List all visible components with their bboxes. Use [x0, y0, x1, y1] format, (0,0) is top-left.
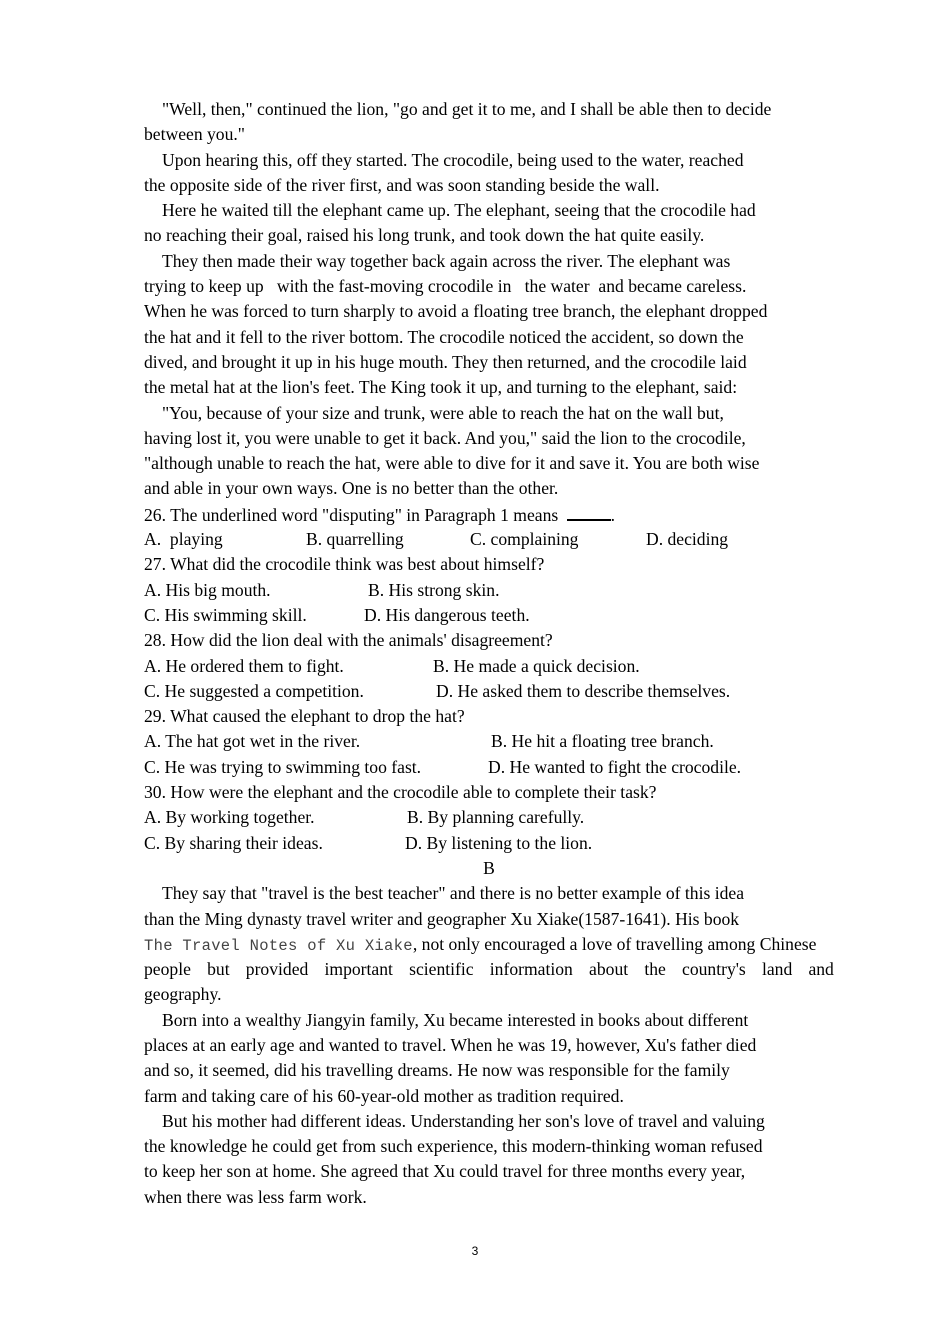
word: the [644, 959, 666, 980]
text-line: "You, because of your size and trunk, were able to reach the hat on the wall but, [162, 402, 724, 423]
question-stem: 29. What caused the elephant to drop the hat? [144, 706, 465, 727]
passage-b-paragraph-1 [144, 881, 834, 1007]
word: important [324, 959, 393, 980]
option-row [144, 805, 834, 830]
question-30 [144, 780, 834, 856]
text-line: places at an early age and wanted to travel. When he was 19, however, Xu's father died [144, 1034, 757, 1055]
text-line: geography. [144, 984, 222, 1005]
text-line: But his mother had different ideas. Understanding her son's love of travel and valuing [162, 1110, 765, 1131]
option-a: A. He ordered them to fight. [144, 655, 344, 676]
option-c: C. He was trying to swimming too fast. [144, 756, 422, 777]
justified-line [144, 957, 834, 982]
text-line: trying to keep up with the fast-moving crocodile in the water and became careless. [144, 276, 747, 297]
option-d: D. deciding [646, 529, 729, 550]
text-line: and able in your own ways. One is no better than the other. [144, 478, 559, 499]
text-line: to keep her son at home. She agreed that Xu could travel for three months every year, [144, 1161, 746, 1182]
option-d: D. He asked them to describe themselves. [436, 680, 731, 701]
text-line: farm and taking care of his 60-year-old mother as tradition required. [144, 1085, 624, 1106]
question-26 [144, 502, 834, 553]
option-b: B. quarrelling [306, 529, 404, 550]
word: provided [245, 959, 309, 980]
text-line: and so, it seemed, did his travelling dreams. He now was responsible for the family [144, 1060, 730, 1081]
text-line: the knowledge he could get from such experience, this modern-thinking woman refused [144, 1136, 763, 1157]
option-a: A. The hat got wet in the river. [144, 731, 361, 752]
passage-a [144, 97, 834, 502]
question-stem-end: . [610, 504, 616, 525]
option-d: D. He wanted to fight the crocodile. [488, 756, 742, 777]
question-stem [144, 502, 834, 527]
text-line: the hat and it fell to the river bottom. The crocodile noticed the accident, so down the [144, 326, 744, 347]
option-d: D. By listening to the lion. [405, 832, 593, 853]
section-heading: B [483, 857, 495, 878]
text-line [144, 932, 834, 957]
option-row [144, 831, 834, 856]
text-line: when there was less farm work. [144, 1186, 367, 1207]
option-row [144, 679, 834, 704]
option-row [144, 729, 834, 754]
option-row [144, 527, 834, 552]
word: scientific [409, 959, 474, 980]
option-row [144, 603, 834, 628]
text-line: Here he waited till the elephant came up. The elephant, seeing that the crocodile had [162, 200, 756, 221]
option-b: B. By planning carefully. [407, 807, 585, 828]
text-line: the metal hat at the lion's feet. The King took it up, and turning to the elephant, said: [144, 377, 738, 398]
question-28 [144, 628, 834, 704]
book-title: The Travel Notes of Xu Xiake [144, 936, 413, 955]
text-line: They say that "travel is the best teacher" and there is no better example of this idea [162, 883, 745, 904]
option-b: B. He made a quick decision. [433, 655, 640, 676]
text-line: no reaching their goal, raised his long trunk, and took down the hat quite easily. [144, 225, 705, 246]
option-c: C. His swimming skill. [144, 604, 307, 625]
text-line: the opposite side of the river first, and was soon standing beside the wall. [144, 174, 660, 195]
option-c: C. complaining [470, 529, 579, 550]
answer-blank [567, 502, 611, 521]
word: and [808, 959, 834, 980]
option-b: B. His strong skin. [368, 579, 500, 600]
question-stem: 30. How were the elephant and the crocodile able to complete their task? [144, 782, 657, 803]
option-a: A. By working together. [144, 807, 315, 828]
passage-b-paragraph-3 [144, 1109, 834, 1210]
text-line: Born into a wealthy Jiangyin family, Xu became interested in books about different [162, 1009, 749, 1030]
option-row [144, 755, 834, 780]
text-line: having lost it, you were unable to get it back. And you," said the lion to the crocodile, [144, 427, 746, 448]
option-a: A. His big mouth. [144, 579, 271, 600]
question-29 [144, 704, 834, 780]
option-row [144, 654, 834, 679]
text-line: They then made their way together back again across the river. The elephant was [162, 250, 731, 271]
word: land [761, 959, 793, 980]
option-b: B. He hit a floating tree branch. [491, 731, 714, 752]
word: about [589, 959, 629, 980]
text-line: dived, and brought it up in his huge mouth. They then returned, and the crocodile laid [144, 351, 747, 372]
text-line: "Well, then," continued the lion, "go and get it to me, and I shall be able then to decide [162, 99, 772, 119]
page-number: 3 [471, 1244, 479, 1258]
text-line: Upon hearing this, off they started. The crocodile, being used to the water, reached [162, 149, 744, 170]
word: information [489, 959, 573, 980]
text-line: When he was forced to turn sharply to avoid a floating tree branch, the elephant dropped [144, 301, 768, 322]
text-line: "although unable to reach the hat, were able to dive for it and save it. You are both wise [144, 453, 760, 474]
option-a: A. playing [144, 529, 223, 550]
question-stem: 28. How did the lion deal with the animals' disagreement? [144, 630, 553, 651]
option-d: D. His dangerous teeth. [364, 604, 530, 625]
option-row [144, 578, 834, 603]
text-line: than the Ming dynasty travel writer and geographer Xu Xiake(1587-1641). His book [144, 908, 740, 929]
question-27 [144, 552, 834, 628]
page-body [144, 97, 834, 1210]
text-line: between you." [144, 124, 245, 145]
word: people [144, 959, 191, 980]
passage-b-paragraph-2 [144, 1008, 834, 1109]
option-c: C. He suggested a competition. [144, 680, 364, 701]
text-span: , not only encouraged a love of travelling among Chinese [412, 933, 817, 954]
word: but [207, 959, 230, 980]
word: country's [682, 959, 746, 980]
question-stem-text: 26. The underlined word "disputing" in Paragraph 1 means [144, 504, 563, 525]
question-stem: 27. What did the crocodile think was best about himself? [144, 554, 545, 575]
option-c: C. By sharing their ideas. [144, 832, 323, 853]
